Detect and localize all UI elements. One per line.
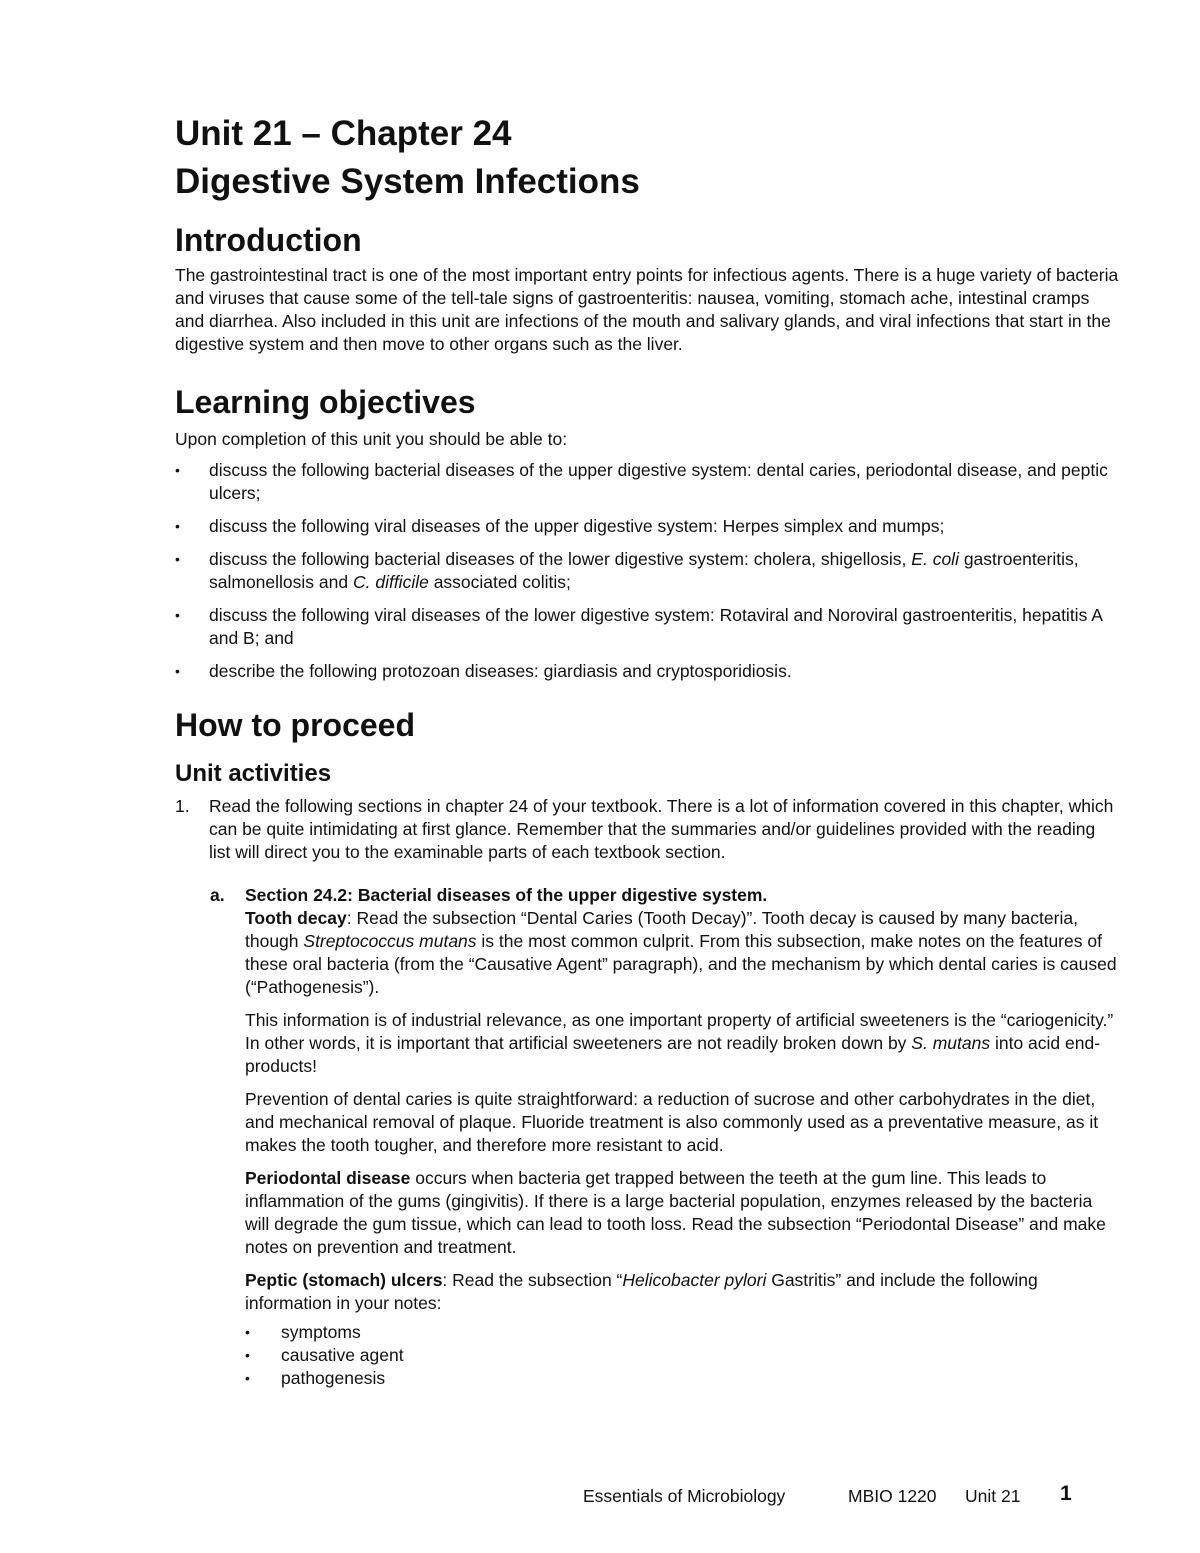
objective-item: • discuss the following bacterial diseases of the upper digestive system: dental caries, periodontal disease, and peptic ulcers; xyxy=(175,460,1108,503)
bullet-icon: • xyxy=(175,663,180,679)
bullet-icon: • xyxy=(245,1324,250,1340)
bullet-icon: • xyxy=(245,1347,250,1363)
objective-item: • describe the following protozoan diseases: giardiasis and cryptosporidiosis. xyxy=(175,661,792,681)
how-to-proceed-heading: How to proceed xyxy=(175,707,416,743)
activity-step-1 xyxy=(175,795,1120,864)
periodontal-paragraph: Periodontal disease occurs when bacteria get trapped between the teeth at the gum line. This leads to inflammation of the gums (gingivitis). If there is a large bacterial population, enzymes released by the bacteria will degrade the gum tissue, which can lead to tooth loss. Read the subsection “Periodontal Disease” and make notes on prevention and treatment. xyxy=(245,1168,1106,1257)
learning-objectives-lead: Upon completion of this unit you should be able to: xyxy=(175,429,568,449)
step-text: Read the following sections in chapter 24 of your textbook. There is a lot of information covered in this chapter, which can be quite intimidating at first glance. Remember that the summaries and/or guidelines provided with the reading list will direct you to the examinable parts of each textbook section. xyxy=(209,796,1114,862)
footer-book-title: Essentials of Microbiology xyxy=(583,1486,786,1506)
page-number: 1 xyxy=(1060,1482,1072,1505)
notes-list xyxy=(245,1321,1120,1390)
section-a xyxy=(175,884,1120,1390)
notes-item: • causative agent xyxy=(245,1345,404,1365)
bullet-icon: • xyxy=(175,551,180,567)
notes-item: • pathogenesis xyxy=(245,1368,386,1388)
industrial-relevance-paragraph: This information is of industrial relevance, as one important property of artificial sweeteners is the “cariogenicity.” In other words, it is important that artificial sweeteners are not readily broken down by S. mutans into acid end-products! xyxy=(245,1010,1114,1076)
peptic-ulcers-paragraph: Peptic (stomach) ulcers: Read the subsection “Helicobacter pylori Gastritis” and include the following information in your notes: xyxy=(245,1270,1038,1313)
prevention-paragraph: Prevention of dental caries is quite straightforward: a reduction of sucrose and other carbohydrates in the diet, and mechanical removal of plaque. Fluoride treatment is also commonly used as a preventative measure, as it makes the tooth tougher, and therefore more resistant to acid. xyxy=(245,1089,1099,1155)
introduction-paragraph: The gastrointestinal tract is one of the most important entry points for infectious agents. There is a huge variety of bacteria and viruses that cause some of the tell-tale signs of gastroenteritis: nausea, vomiting, stomach ache, intestinal cramps and diarrhea. Also included in this unit are infections of the mouth and salivary glands, and viral infections that start in the digestive system and then move to other organs such as the liver. xyxy=(175,265,1119,354)
section-a-title: Section 24.2: Bacterial diseases of the upper digestive system. xyxy=(245,885,768,905)
step-number: 1. xyxy=(175,796,190,816)
objective-item: • discuss the following viral diseases of the lower digestive system: Rotaviral and Noroviral gastroenteritis, hepatitis A and B; and xyxy=(175,605,1102,648)
tooth-decay-paragraph: Tooth decay: Read the subsection “Dental Caries (Tooth Decay)”. Tooth decay is caused by many bacteria, though Streptococcus mutans is the most common culprit. From this subsection, make notes on the features of these oral bacteria (from the “Causative Agent” paragraph), and the mechanism by which dental caries is caused (“Pathogenesis”). xyxy=(245,908,1117,997)
objectives-list xyxy=(175,459,1120,683)
bullet-icon: • xyxy=(245,1370,250,1386)
footer-course-code: MBIO 1220 xyxy=(848,1486,937,1506)
footer-unit: Unit 21 xyxy=(965,1486,1021,1506)
objective-item: • discuss the following viral diseases of the upper digestive system: Herpes simplex and mumps; xyxy=(175,516,945,536)
bullet-icon: • xyxy=(175,607,180,623)
bullet-icon: • xyxy=(175,518,180,534)
objective-item: • discuss the following bacterial diseases of the lower digestive system: cholera, shigellosis, E. coli gastroenteritis, salmonellosis and C. difficile associated colitis; xyxy=(175,549,1079,592)
section-letter: a. xyxy=(210,885,225,905)
page-title-line-1: Unit 21 – Chapter 24 xyxy=(175,114,512,153)
page-title-line-2: Digestive System Infections xyxy=(175,162,640,201)
bullet-icon: • xyxy=(175,462,180,478)
learning-objectives-heading: Learning objectives xyxy=(175,384,476,420)
introduction-heading: Introduction xyxy=(175,222,362,258)
document-page xyxy=(175,110,1120,1390)
unit-activities-heading: Unit activities xyxy=(175,760,332,787)
notes-item: • symptoms xyxy=(245,1322,361,1342)
